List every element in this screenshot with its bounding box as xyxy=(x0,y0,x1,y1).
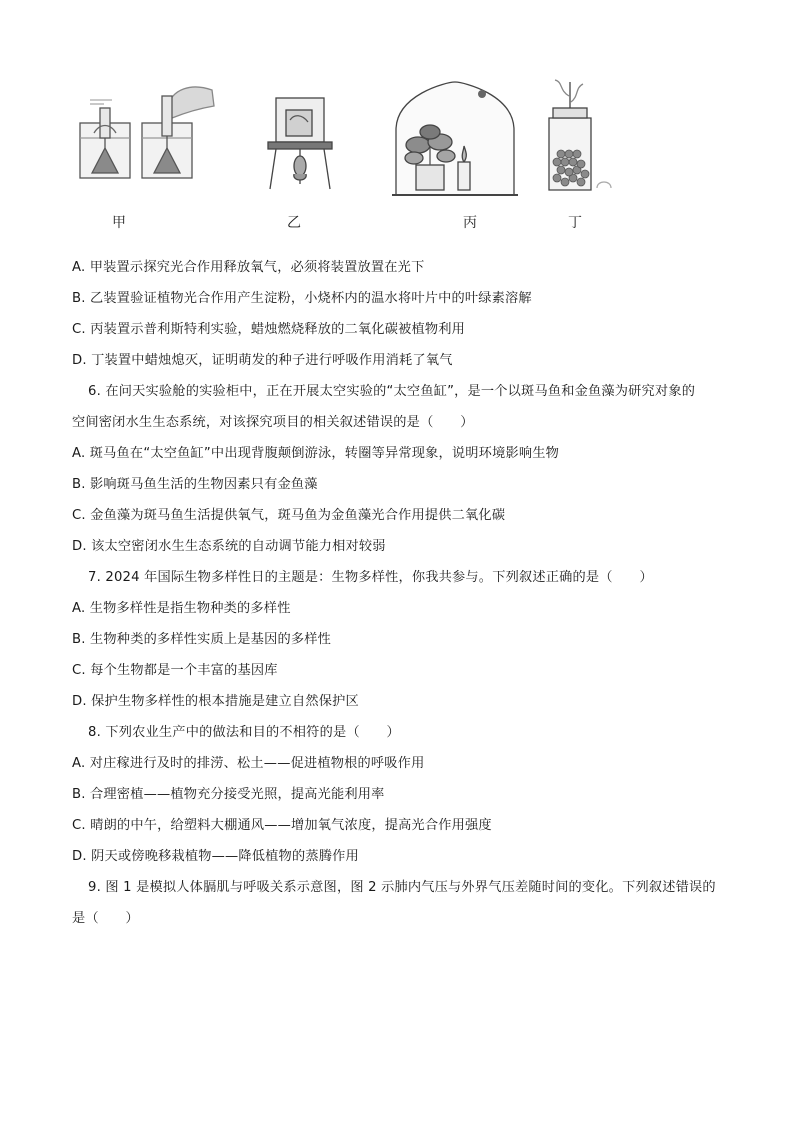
q8-option-a: A. 对庄稼进行及时的排涝、松土——促进植物根的呼吸作用 xyxy=(72,756,425,771)
q7-option-a: A. 生物多样性是指生物种类的多样性 xyxy=(72,601,291,616)
question-content xyxy=(72,252,732,934)
q7-stem: 7. 2024 年国际生物多样性日的主题是：生物多样性，你我共参与。下列叙述正确的是（ ） xyxy=(88,570,653,585)
figure-bing-image xyxy=(390,80,520,200)
q8-option-c: C. 晴朗的中午，给塑料大棚通风——增加氧气浓度，提高光合作用强度 xyxy=(72,818,492,833)
figure-label-jia: 甲 xyxy=(112,215,126,231)
q5-option-b: B. 乙装置验证植物光合作用产生淀粉，小烧杯内的温水将叶片中的叶绿素溶解 xyxy=(72,291,532,306)
q6-option-a: A. 斑马鱼在“太空鱼缸”中出现背腹颠倒游泳，转圈等异常现象，说明环境影响生物 xyxy=(72,446,560,461)
figure-label-bing: 丙 xyxy=(463,215,477,231)
q6-option-b: B. 影响斑马鱼生活的生物因素只有金鱼藻 xyxy=(72,477,318,492)
figure-label-ding: 丁 xyxy=(568,215,582,231)
q5-option-d: D. 丁装置中蜡烛熄灭，证明萌发的种子进行呼吸作用消耗了氧气 xyxy=(72,353,453,368)
q8-stem: 8. 下列农业生产中的做法和目的不相符的是（ ） xyxy=(88,725,400,740)
q5-option-a: A. 甲装置示探究光合作用释放氧气，必须将装置放置在光下 xyxy=(72,260,425,275)
q7-option-c: C. 每个生物都是一个丰富的基因库 xyxy=(72,663,278,678)
q6-option-c: C. 金鱼藻为斑马鱼生活提供氧气，斑马鱼为金鱼藻光合作用提供二氧化碳 xyxy=(72,508,506,523)
experiment-figures xyxy=(0,0,794,240)
q7-option-b: B. 生物种类的多样性实质上是基因的多样性 xyxy=(72,632,332,647)
q6-stem-line1: 6. 在问天实验舱的实验柜中，正在开展太空实验的“太空鱼缸”，是一个以斑马鱼和金鱼藻为研究对象的 xyxy=(88,384,696,399)
figure-ding-image xyxy=(535,78,625,198)
q9-stem-line2: 是（ ） xyxy=(72,911,139,926)
q8-option-b: B. 合理密植——植物充分接受光照，提高光能利用率 xyxy=(72,787,385,802)
q9-stem-line1: 9. 图 1 是模拟人体膈肌与呼吸关系示意图，图 2 示肺内气压与外界气压差随时间的变化。下列叙述错误的 xyxy=(88,880,716,895)
q5-option-c: C. 丙装置示普利斯特利实验，蜡烛燃烧释放的二氧化碳被植物利用 xyxy=(72,322,466,337)
figure-label-yi: 乙 xyxy=(287,215,301,231)
figure-jia-image xyxy=(72,78,222,188)
q6-stem-line2: 空间密闭水生生态系统，对该探究项目的相关叙述错误的是（ ） xyxy=(72,415,474,430)
q6-option-d: D. 该太空密闭水生生态系统的自动调节能力相对较弱 xyxy=(72,539,386,554)
figure-yi-image xyxy=(262,94,342,194)
q7-option-d: D. 保护生物多样性的根本措施是建立自然保护区 xyxy=(72,694,359,709)
q8-option-d: D. 阴天或傍晚移栽植物——降低植物的蒸腾作用 xyxy=(72,849,359,864)
